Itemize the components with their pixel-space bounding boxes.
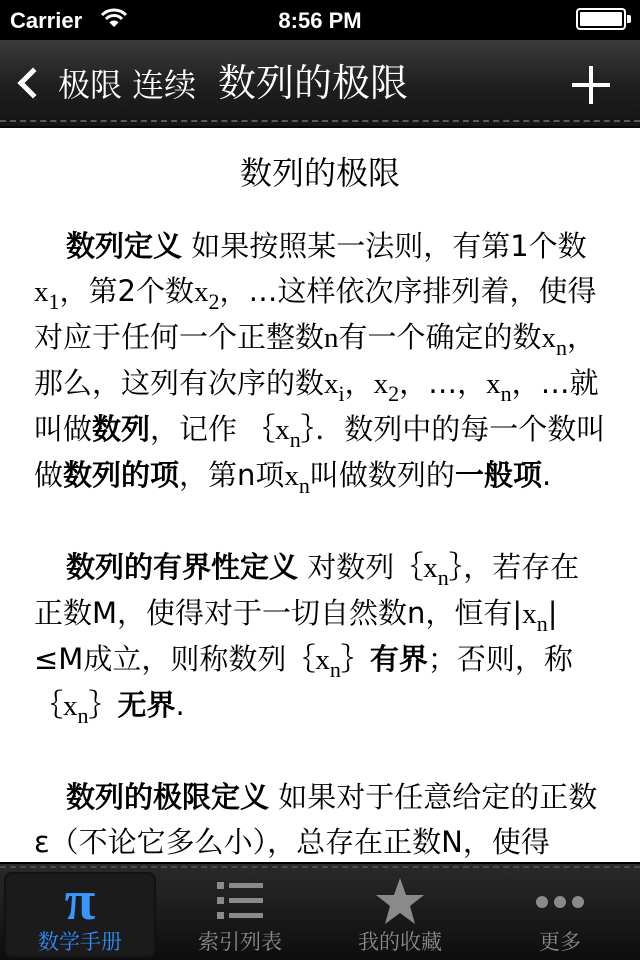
subscript: n: [437, 565, 449, 590]
text: 对数列｛: [298, 550, 424, 584]
text: |≤M成立，则称数列｛: [34, 596, 558, 676]
text: 如果对于任意给定的正数ε（不论它多么小），总存在正数N，使得: [34, 780, 598, 859]
term-limit-definition: 数列的极限定义: [66, 780, 270, 814]
article-content[interactable]: [0, 130, 640, 862]
tab-label: 更多: [539, 930, 581, 954]
battery-icon: [576, 8, 626, 30]
subscript: n: [298, 473, 310, 498]
subscript: n: [289, 427, 301, 452]
tab-more[interactable]: [484, 872, 636, 958]
carrier-label: Carrier: [10, 8, 83, 33]
text: 叫做数列的: [309, 458, 455, 492]
var: x: [541, 322, 557, 354]
definition-sequence: [34, 224, 606, 499]
text: ，: [344, 366, 374, 400]
tab-label: 数学手册: [38, 930, 122, 954]
text: ，…就叫做: [34, 366, 599, 446]
subscript: i: [338, 381, 345, 406]
term-unbounded: 无界: [117, 688, 176, 722]
var: x: [63, 690, 78, 722]
article-title: 数列的极限: [239, 154, 400, 192]
text: ｝: [88, 688, 118, 722]
text: ，…，: [399, 366, 487, 400]
var: x: [324, 368, 339, 400]
tab-bar: [0, 862, 640, 960]
chevron-left-icon: [17, 67, 48, 98]
text: ｝，若存在正数M，使得对于一切自然数n，恒有|: [34, 550, 580, 630]
term-general-item: 一般项: [454, 458, 542, 492]
subscript: 1: [48, 289, 60, 314]
var: x: [315, 644, 330, 676]
list-icon: [215, 876, 265, 926]
text: ｝．数列中的每一个数叫做: [34, 412, 606, 492]
term-sequence-definition: 数列定义: [66, 229, 183, 263]
text: ，记作 ｛: [150, 412, 276, 446]
var: x: [275, 414, 290, 446]
subscript: n: [329, 657, 341, 682]
text: ，那么，这列有次序的数: [34, 320, 597, 400]
text: ，第2个数: [59, 274, 194, 308]
tab-index-list[interactable]: [164, 872, 316, 958]
text: ，…这样依次序排列着，使得对应于任何一个正整数: [34, 274, 597, 354]
var: x: [486, 368, 501, 400]
term-boundedness-definition: 数列的有界性定义: [66, 550, 299, 584]
var: x: [284, 460, 299, 492]
var: n: [324, 322, 339, 354]
text: .: [175, 688, 185, 722]
subscript: n: [500, 381, 512, 406]
tab-favorites[interactable]: [324, 872, 476, 958]
term-sequence-item: 数列的项: [63, 458, 180, 492]
subscript: n: [77, 703, 89, 728]
back-button[interactable]: [12, 58, 196, 108]
var: x: [522, 598, 537, 630]
text: ；否则，称｛: [34, 642, 573, 722]
var: x: [423, 552, 438, 584]
definition-boundedness: [34, 545, 606, 729]
more-icon: [533, 876, 587, 926]
term-bounded: 有界: [369, 642, 428, 676]
text: ｝: [340, 642, 370, 676]
tab-label: 我的收藏: [358, 930, 442, 954]
var: x: [373, 368, 389, 400]
status-bar: [0, 0, 640, 40]
tab-math-handbook[interactable]: [4, 872, 156, 958]
var: x: [193, 276, 209, 308]
var: x: [34, 276, 49, 308]
tab-label: 索引列表: [198, 930, 282, 954]
subscript: 2: [208, 289, 220, 314]
back-button-label: 极限 连续: [58, 66, 197, 104]
subscript: n: [536, 611, 548, 636]
text: .: [541, 458, 552, 492]
text: ，第n项: [179, 458, 285, 492]
term-sequence: 数列: [92, 412, 151, 446]
text: 如果按照某一法则，有第1个数: [182, 229, 587, 263]
star-icon: [374, 876, 426, 926]
navigation-bar: [0, 40, 640, 128]
add-button[interactable]: [572, 66, 610, 104]
text: 有一个确定的数: [338, 320, 542, 354]
pi-icon: π: [64, 870, 96, 932]
subscript: 2: [388, 381, 400, 406]
status-time: 8:56 PM: [278, 8, 362, 33]
definition-limit: [34, 775, 606, 862]
page-title: 数列的极限: [218, 61, 409, 105]
subscript: n: [556, 335, 568, 360]
